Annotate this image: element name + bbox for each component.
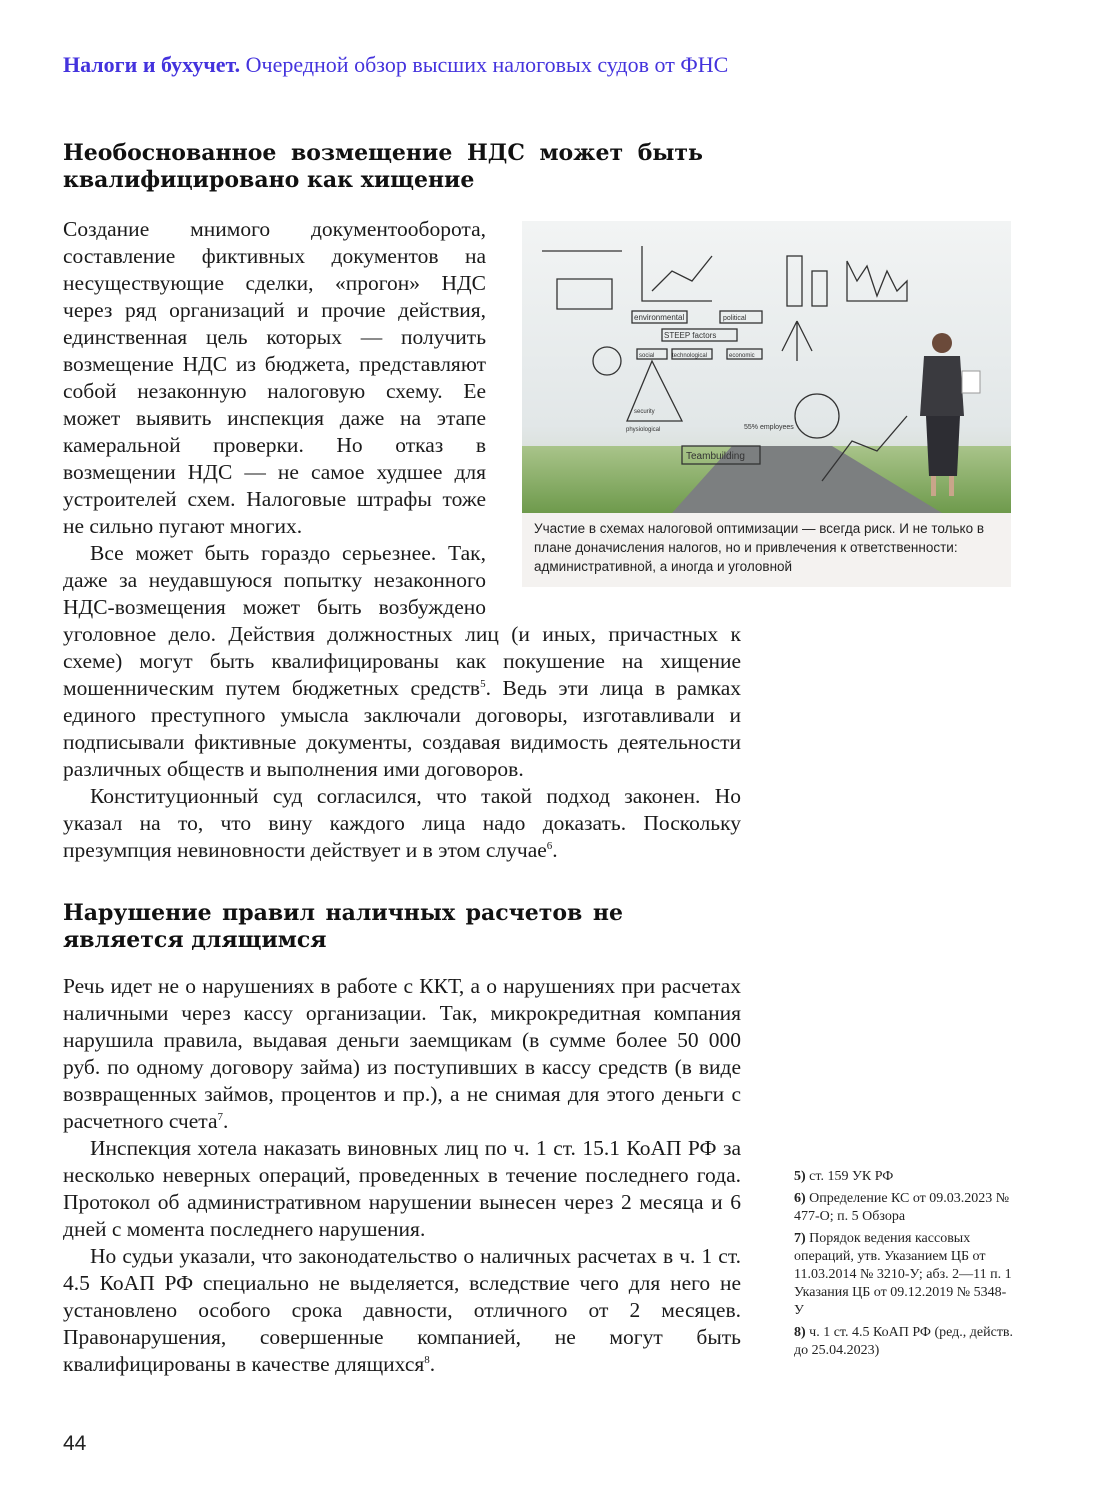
image-label: economic [729, 353, 755, 359]
paragraph: Все может быть гораздо серьезнее. Так, даже за неудавшуюся попытку незаконного НДС-возмещения может быть возбуждено уголовное дело. Действия должностных лиц (и иных, причастных к схеме) могут быть квалифицированы как покушение на хищение мошенническим путем бюджетных средств$^5$. Ведь эти лица в рамках единого преступного умысла заключали договоры, изготавливали и подписывали фиктивные документы, создавая видимость деятельности различных обществ и выполнения ими договоров. [63, 541, 741, 781]
article-heading: Необоснованное возмещение НДС может быть квалифицировано как хищение [63, 140, 703, 193]
image-label: technological [672, 353, 708, 359]
article-heading: Нарушение правил наличных расчетов не является длящимся [63, 900, 623, 953]
image-label: environmental [634, 313, 685, 322]
footnotes [794, 1168, 1014, 1364]
footnote: 8) ч. 1 ст. 4.5 КоАП РФ (ред., действ. до 25.04.2023) [794, 1325, 1014, 1358]
paragraph: Создание мнимого документооборота, составление фиктивных документов на несуществующие сделки, «прогон» НДС через ряд организаций и прочие действия, единственная цель которых — получить возмещение НДС из бюджета, представляют собой незаконную налоговую схему. Ее может выявить инспекция даже на этапе камеральной проверки. Но отказ в возмещении НДС — не самое худшее для устроителей схем. Налоговые штрафы тоже не сильно пугают многих. [63, 217, 486, 538]
image-label: political [723, 315, 747, 322]
paragraph: Инспекция хотела наказать виновных лиц по ч. 1 ст. 15.1 КоАП РФ за несколько неверных операций, проведенных в течение последнего года. Протокол об административном нарушении вынесен через 2 месяца и 6 дней с момента последнего нарушения. [63, 1136, 741, 1241]
image-label: Teambuilding [686, 451, 745, 462]
section-name: Налоги и бухучет. [63, 52, 241, 77]
header-title: Очередной обзор высших налоговых судов от ФНС [245, 52, 729, 77]
image-label: social [639, 353, 655, 359]
paragraph: Речь идет не о нарушениях в работе с ККТ, а о нарушениях при расчетах наличными через кассу организации. Так, микрокредитная компания нарушила правила, выдавая деньги заемщикам (в сумме более 50 000 руб. по одному договору займа) из поступивших в кассу средств (в виде возвращенных займов, процентов и пр.), а не снимая для этого деньги с расчетного счета$^7$. [63, 974, 741, 1133]
image-label: security [634, 409, 655, 415]
article-cash [63, 900, 741, 1378]
image-label: physiological [626, 427, 661, 433]
figure-caption: Участие в схемах налоговой оптимизации — всегда риск. И не только в плане доначисления налогов, но и привлечения к ответственности: административной, а иногда и уголовной [534, 521, 985, 574]
running-header [63, 52, 728, 78]
business-sketch-image [522, 221, 1011, 513]
image-label: 55% employees [744, 424, 794, 431]
footnote: 7) Порядок ведения кассовых операций, утв. Указанием ЦБ от 11.03.2014 № 3210-У; абз. 2—11 п. 1 Указания ЦБ от 09.12.2019 № 5348-У [794, 1231, 1012, 1318]
page-number: 44 [63, 1432, 87, 1455]
figure [522, 221, 1011, 587]
footnote: 5) ст. 159 УК РФ [794, 1169, 894, 1184]
paragraph: Но судьи указали, что законодательство о наличных расчетах в ч. 1 ст. 4.5 КоАП РФ специально не выделяется, вследствие чего для него не установлено особого срока давности, отличного от 2 месяцев. Правонарушения, совершенные компанией, не могут быть квалифицированы в качестве длящихся$^8$. [63, 1244, 741, 1376]
image-label: STEEP factors [664, 331, 717, 340]
footnote: 6) Определение КС от 09.03.2023 № 477-О; п. 5 Обзора [794, 1191, 1010, 1224]
paragraph: Конституционный суд согласился, что такой подход законен. Но указал на то, что вину каждого лица надо доказать. Поскольку презумпция невиновности действует и в этом случае$^6$. [63, 784, 741, 862]
